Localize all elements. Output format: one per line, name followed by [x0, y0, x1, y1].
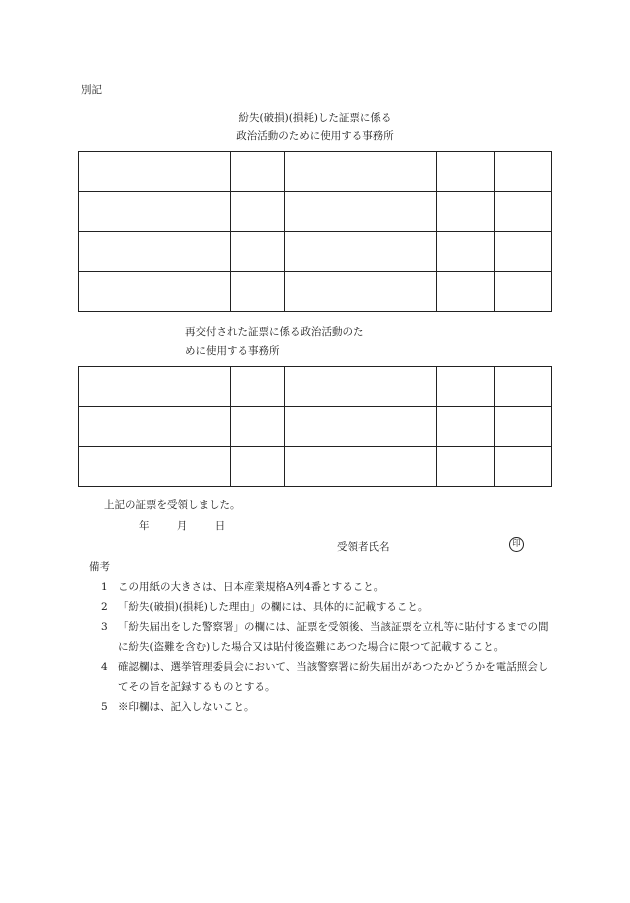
- remark-text: 「紛失(破損)(損耗)した理由」の欄には、具体的に記載すること。: [118, 601, 429, 613]
- table-cell[interactable]: [437, 192, 494, 232]
- table-cell[interactable]: [230, 367, 284, 407]
- table-cell[interactable]: [494, 447, 551, 487]
- remark-item: [101, 697, 553, 717]
- table-cell[interactable]: [285, 407, 437, 447]
- table-cell[interactable]: [494, 192, 551, 232]
- table-cell[interactable]: [437, 152, 494, 192]
- remark-item: [101, 657, 553, 697]
- table-row: [79, 272, 552, 312]
- table-cell[interactable]: [437, 232, 494, 272]
- remark-text: ※印欄は、記入しないこと。: [118, 701, 255, 713]
- table-cell[interactable]: [79, 192, 231, 232]
- table-cell[interactable]: [437, 447, 494, 487]
- table-cell[interactable]: [437, 272, 494, 312]
- remark-number: 2: [101, 601, 108, 613]
- form-label: 別記: [81, 84, 102, 96]
- table-cell[interactable]: [285, 367, 437, 407]
- remark-text: この用紙の大きさは、日本産業規格A列4番とすること。: [118, 581, 385, 593]
- table-row: [79, 407, 552, 447]
- table-cell[interactable]: [285, 272, 437, 312]
- table-cell[interactable]: [437, 407, 494, 447]
- remarks-list: [101, 577, 553, 717]
- table-cell[interactable]: [79, 447, 231, 487]
- table-cell[interactable]: [494, 232, 551, 272]
- received-statement: 上記の証票を受領しました。: [104, 499, 241, 511]
- remarks-heading: 備考: [89, 561, 110, 573]
- table-row: [79, 152, 552, 192]
- table-row: [79, 447, 552, 487]
- table-cell[interactable]: [230, 152, 284, 192]
- date-day-label: 日: [214, 520, 226, 532]
- table-cell[interactable]: [494, 152, 551, 192]
- table-cell[interactable]: [230, 407, 284, 447]
- table-cell[interactable]: [230, 232, 284, 272]
- date-month-label: 月: [176, 520, 188, 532]
- recipient-name-label: 受領者氏名: [337, 541, 390, 553]
- lost-certificate-offices-table: [78, 151, 552, 312]
- table-cell[interactable]: [230, 272, 284, 312]
- section2-title-line2: めに使用する事務所: [185, 345, 280, 357]
- table-cell[interactable]: [285, 232, 437, 272]
- table-cell[interactable]: [79, 407, 231, 447]
- table-cell[interactable]: [437, 367, 494, 407]
- seal-icon: 印: [509, 537, 524, 552]
- table-cell[interactable]: [230, 192, 284, 232]
- table-cell[interactable]: [79, 367, 231, 407]
- table-cell[interactable]: [494, 272, 551, 312]
- remark-text: 確認欄は、選挙管理委員会において、当該警察署に紛失届出があつたかどうかを電話照会してその旨を記録するものとする。: [118, 661, 549, 693]
- table-cell[interactable]: [494, 407, 551, 447]
- table-cell[interactable]: [79, 232, 231, 272]
- table-row: [79, 232, 552, 272]
- date-year-label: 年: [139, 520, 150, 532]
- table-cell[interactable]: [79, 152, 231, 192]
- table-row: [79, 367, 552, 407]
- remark-text: 「紛失届出をした警察署」の欄には、証票を受領後、当該証票を立札等に貼付するまでの間に紛失(盗難を含む)した場合又は貼付後盗難にあつた場合に限つて記載すること。: [118, 621, 549, 653]
- section2-title: [185, 323, 364, 361]
- section1-title-line1: 紛失(破損)(損耗)した証票に係る: [238, 112, 392, 124]
- section1-title-line2: 政治活動のために使用する事務所: [236, 130, 394, 142]
- remark-number: 3: [101, 621, 108, 633]
- table-cell[interactable]: [285, 152, 437, 192]
- date-line: [139, 518, 249, 533]
- remark-number: 4: [101, 661, 108, 673]
- table-row: [79, 192, 552, 232]
- remark-item: [101, 577, 553, 597]
- section1-title: [0, 109, 630, 145]
- table-cell[interactable]: [230, 447, 284, 487]
- table-cell[interactable]: [79, 272, 231, 312]
- remark-item: [101, 597, 553, 617]
- section2-title-line1: 再交付された証票に係る政治活動のた: [185, 326, 364, 338]
- remark-number: 1: [101, 581, 108, 593]
- remark-item: [101, 617, 553, 657]
- table-cell[interactable]: [494, 367, 551, 407]
- table-cell[interactable]: [285, 447, 437, 487]
- remark-number: 5: [101, 701, 108, 713]
- reissued-certificate-offices-table: [78, 366, 552, 487]
- table-cell[interactable]: [285, 192, 437, 232]
